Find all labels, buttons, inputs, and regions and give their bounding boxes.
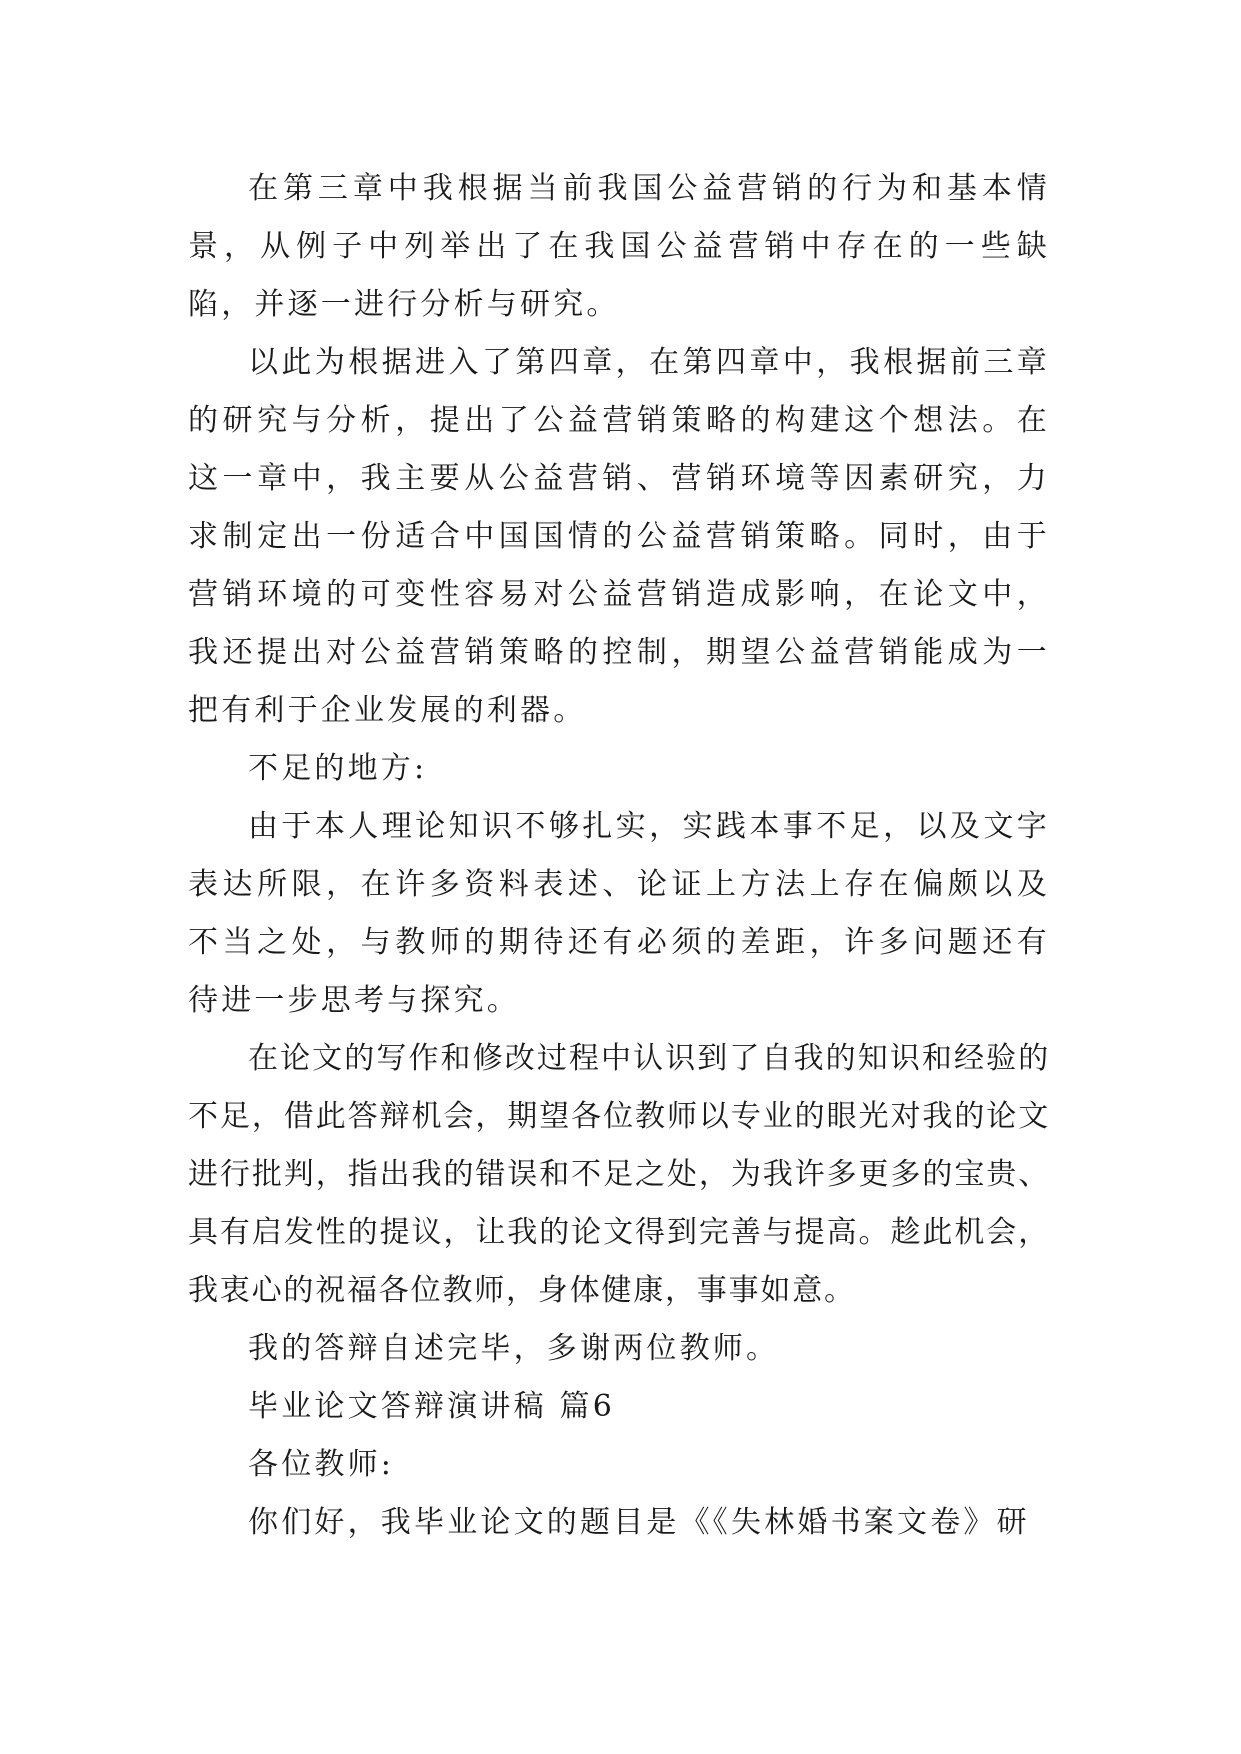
paragraph-salutation: 各位教师:: [248, 1447, 395, 1482]
paragraph-thanks: 在论文的写作和修改过程中认识到了自我的知识和经验的不足，借此答辩机会，期望各位教师以专业的眼光对我的论文进行批判，指出我的错误和不足之处，为我许多更多的宝贵、具有启发性的提议，让我的论文得到完善与提高。趁此机会，我衷心的祝福各位教师，身体健康，事事如意。: [188, 1041, 1050, 1308]
paragraph-chapter-four: 以此为根据进入了第四章，在第四章中，我根据前三章的研究与分析，提出了公益营销策略的构建这个想法。在这一章中，我主要从公益营销、营销环境等因素研究，力求制定出一份适合中国国情的公益营销策略。同时，由于营销环境的可变性容易对公益营销造成影响，在论文中，我还提出对公益营销策略的控制，期望公益营销能成为一把有利于企业发展的利器。: [188, 345, 1050, 728]
paragraph-closing: 我的答辩自述完毕，多谢两位教师。: [248, 1331, 780, 1366]
paragraph-shortcomings: 由于本人理论知识不够扎实，实践本事不足，以及文字表达所限，在许多资料表述、论证上方法上存在偏颇以及不当之处，与教师的期待还有必须的差距，许多问题还有待进一步思考与探究。: [188, 809, 1050, 1018]
document-body: [188, 160, 1050, 1552]
section-title: 毕业论文答辩演讲稿 篇6: [248, 1389, 616, 1424]
paragraph-thesis-intro: 你们好，我毕业论文的题目是《《失林婚书案文卷》研: [248, 1505, 1030, 1540]
paragraph-shortcomings-heading: 不足的地方:: [248, 751, 428, 786]
paragraph-chapter-three: 在第三章中我根据当前我国公益营销的行为和基本情景，从例子中列举出了在我国公益营销中存在的一些缺陷，并逐一进行分析与研究。: [188, 171, 1050, 322]
